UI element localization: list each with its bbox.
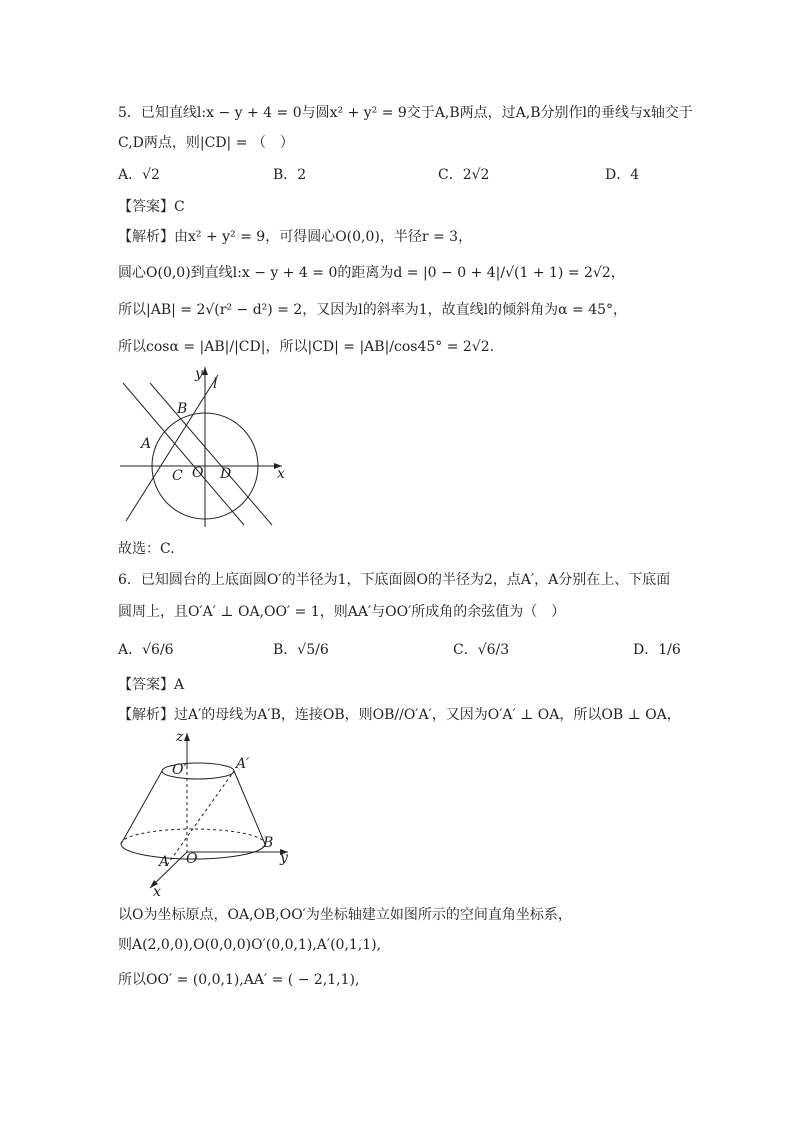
q5-explanation-line1: 【解析】由x² + y² = 9，可得圆心O(0,0)，半径r = 3， xyxy=(118,229,473,245)
q6-answer: 【答案】A xyxy=(118,677,185,693)
q6-explanation-line4: 所以OO′ = (0,0,1),AA′ = ( − 2,1,1), xyxy=(118,972,360,988)
q5-explanation-line2: 圆心O(0,0)到直线l:x − y + 4 = 0的距离为d = |0 − 0 + 4|/√(1 + 1) = 2√2， xyxy=(118,265,625,281)
q5-option-d: D．4 xyxy=(605,167,640,183)
label-o: O xyxy=(186,851,198,867)
label-x: x xyxy=(277,466,285,482)
line-l xyxy=(126,375,218,521)
label-a: A xyxy=(159,854,170,870)
q6-explanation-line1: 【解析】过A′的母线为A′B，连接OB，则OB//O′A′，又因为O′A′ ⊥ OA，所以OB ⊥ OA， xyxy=(118,707,681,723)
label-y: y xyxy=(280,850,288,866)
q5-explanation-line4: 所以cosα = |AB|/|CD|，所以|CD| = |AB|/cos45° = 2√2. xyxy=(118,339,495,355)
label-b: B xyxy=(263,835,274,851)
label-o: O xyxy=(192,465,204,481)
q6-option-c: C．√6/3 xyxy=(453,642,510,658)
q5-answer: 【答案】C xyxy=(118,199,185,215)
label-a-prime: A′ xyxy=(236,756,250,772)
q6-option-a: A．√6/6 xyxy=(118,642,174,658)
q6-option-b: B．√5/6 xyxy=(273,642,329,658)
label-y: y xyxy=(195,366,203,382)
q5-stem-line1: 5．已知直线l:x − y + 4 = 0与圆x² + y² = 9交于A,B两点，过A,B分别作l的垂线与x轴交于 xyxy=(118,105,693,121)
q5-option-a: A．√2 xyxy=(118,167,160,183)
label-c: C xyxy=(172,468,183,484)
q6-explanation-line3: 则A(2,0,0),O(0,0,0)O′(0,0,1),A′(0,1,1), xyxy=(118,937,382,953)
q6-figure xyxy=(110,726,300,898)
q6-stem-line1: 6．已知圆台的上底面圆O′的半径为1，下底面圆O的半径为2，点A′，A分别在上、下底面 xyxy=(118,572,671,588)
q6-explanation-line2: 以O为坐标原点，OA,OB,OO′为坐标轴建立如图所示的空间直角坐标系， xyxy=(118,907,572,923)
q6-option-d: D．1/6 xyxy=(633,642,681,658)
q5-option-c: C．2√2 xyxy=(438,167,490,183)
label-l: l xyxy=(213,376,218,392)
q5-figure xyxy=(110,362,300,534)
label-a: A xyxy=(141,436,152,452)
label-o-prime: O′ xyxy=(172,762,187,778)
q5-option-b: B．2 xyxy=(273,167,307,183)
label-x: x xyxy=(153,884,161,898)
label-z: z xyxy=(176,729,184,745)
segment-aa1 xyxy=(167,771,234,865)
q6-stem-line2: 圆周上，且O′A′ ⊥ OA,OO′ = 1，则AA′与OO′所成角的余弦值为（ ） xyxy=(118,604,566,620)
label-d: D xyxy=(220,466,232,482)
q5-explanation-line3: 所以|AB| = 2√(r² − d²) = 2，又因为l的斜率为1，故直线l的倾斜角为α = 45°， xyxy=(118,302,628,318)
q5-conclusion: 故选：C. xyxy=(118,541,175,557)
bottom-ellipse-back xyxy=(121,829,265,844)
generatrix-right xyxy=(234,771,265,844)
q5-stem-line2: C,D两点，则|CD| = （ ） xyxy=(118,135,294,151)
label-b: B xyxy=(177,401,188,417)
